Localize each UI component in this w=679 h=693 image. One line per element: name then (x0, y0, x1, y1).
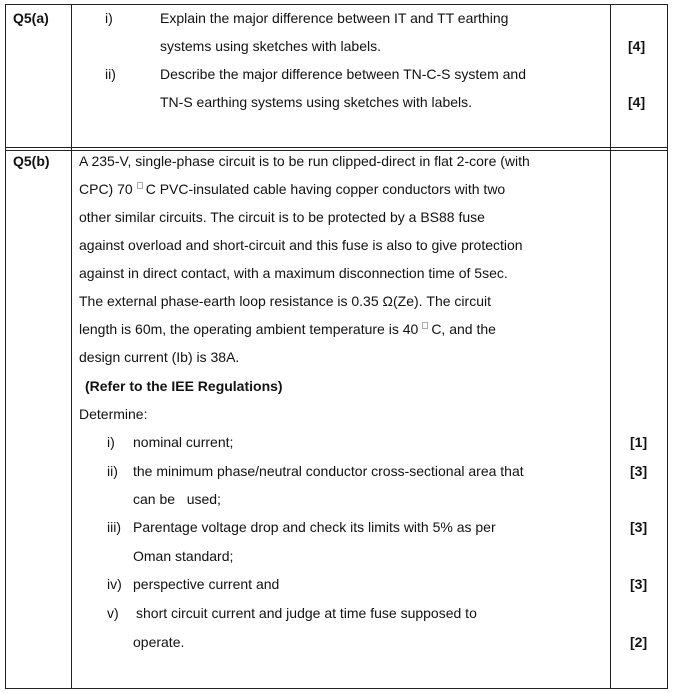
paragraph-line: other similar circuits. The circuit is to be protected by a BS88 fuse (79, 209, 485, 225)
paragraph-line (79, 320, 496, 338)
item-number: ii) (107, 463, 118, 479)
table-border-top (5, 4, 668, 5)
paragraph-line: against overload and short-circuit and this fuse is also to give protection (79, 237, 523, 253)
part-number: ii) (105, 66, 116, 82)
table-border-bottom (5, 688, 668, 689)
part-number: i) (105, 10, 113, 26)
question-label-q5a: Q5(a) (13, 10, 49, 26)
row-divider-bottom (5, 150, 668, 151)
degree-symbol-icon (422, 322, 428, 329)
marks-column-divider (610, 4, 611, 689)
item-number: v) (107, 605, 119, 621)
temperature-suffix: C, and the (431, 321, 496, 337)
marks-value: [4] (628, 94, 646, 110)
marks-value: [3] (630, 519, 648, 535)
marks-value: [2] (630, 634, 648, 650)
question-label-q5b: Q5(b) (13, 153, 50, 169)
determine-heading: Determine: (79, 406, 148, 422)
paragraph-fragment: C PVC-insulated cable having copper conductors with two (145, 181, 506, 197)
part-text-line: TN-S earthing systems using sketches with labels. (160, 94, 473, 110)
item-text-line: operate. (133, 634, 185, 650)
label-column-divider (71, 4, 72, 689)
cpc-text: CPC) 70 (79, 181, 133, 197)
marks-value: [1] (630, 434, 648, 450)
paragraph-line: against in direct contact, with a maximum disconnection time of 5sec. (79, 265, 508, 281)
item-text-line: can be used; (133, 491, 221, 507)
item-text-line: nominal current; (133, 434, 234, 450)
part-text-line: Describe the major difference between TN-C-S system and (160, 66, 526, 82)
paragraph-line: The external phase-earth loop resistance is 0.35 Ω(Ze). The circuit (79, 293, 491, 309)
item-text-line: Oman standard; (133, 548, 234, 564)
marks-value: [4] (628, 38, 646, 54)
refer-note: (Refer to the IEE Regulations) (85, 378, 283, 394)
marks-value: [3] (630, 463, 648, 479)
marks-value: [3] (630, 576, 648, 592)
table-border-right (667, 4, 668, 689)
item-text-line: the minimum phase/neutral conductor cross-sectional area that (133, 463, 524, 479)
item-number: iv) (107, 576, 122, 592)
paragraph-line: A 235-V, single-phase circuit is to be run clipped-direct in flat 2-core (with (79, 153, 530, 169)
item-number: i) (107, 434, 115, 450)
item-text-line: short circuit current and judge at time fuse supposed to (136, 605, 477, 621)
item-number: iii) (107, 519, 121, 535)
paragraph-line (79, 180, 505, 198)
item-text-line: Parentage voltage drop and check its limits with 5% as per (133, 519, 496, 535)
degree-symbol-icon (137, 182, 143, 189)
table-border-left (5, 4, 6, 689)
part-text-line: systems using sketches with labels. (160, 38, 381, 54)
part-text-line: Explain the major difference between IT and TT earthing (160, 10, 509, 26)
row-divider-top (5, 147, 668, 148)
paragraph-fragment: length is 60m, the operating ambient temperature is 40 (79, 321, 419, 337)
item-text-line: perspective current and (133, 576, 280, 592)
paragraph-line: design current (Ib) is 38A. (79, 349, 240, 365)
